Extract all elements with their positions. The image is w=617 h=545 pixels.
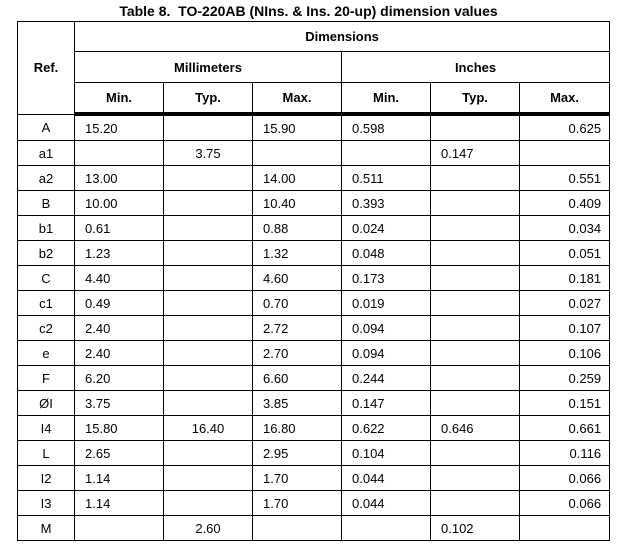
cell-in-max: 0.066 — [520, 466, 610, 491]
cell-in-min: 0.393 — [342, 191, 431, 216]
cell-in-max: 0.106 — [520, 341, 610, 366]
table-row — [18, 491, 610, 516]
table-row — [18, 466, 610, 491]
cell-mm-max: 0.70 — [253, 291, 342, 316]
cell-mm-max: 14.00 — [253, 166, 342, 191]
cell-mm-max: 4.60 — [253, 266, 342, 291]
cell-in-min: 0.104 — [342, 441, 431, 466]
cell-in-max: 0.116 — [520, 441, 610, 466]
cell-mm-min: 2.40 — [75, 341, 164, 366]
cell-mm-max — [253, 141, 342, 166]
cell-in-min: 0.622 — [342, 416, 431, 441]
ref-header: Ref. — [18, 22, 75, 115]
table-row — [18, 291, 610, 316]
cell-in-min: 0.094 — [342, 316, 431, 341]
cell-in-typ — [431, 491, 520, 516]
cell-mm-max: 2.70 — [253, 341, 342, 366]
cell-mm-typ — [164, 391, 253, 416]
cell-mm-typ — [164, 341, 253, 366]
cell-ref: C — [18, 266, 75, 291]
cell-in-max: 0.551 — [520, 166, 610, 191]
cell-in-max — [520, 516, 610, 541]
cell-in-min: 0.173 — [342, 266, 431, 291]
table-row — [18, 191, 610, 216]
cell-in-min: 0.147 — [342, 391, 431, 416]
cell-mm-min: 1.23 — [75, 241, 164, 266]
table-row — [18, 141, 610, 166]
cell-mm-max: 6.60 — [253, 366, 342, 391]
cell-in-min: 0.044 — [342, 491, 431, 516]
cell-mm-min: 0.49 — [75, 291, 164, 316]
cell-in-typ — [431, 166, 520, 191]
cell-mm-max: 15.90 — [253, 114, 342, 141]
cell-in-max: 0.066 — [520, 491, 610, 516]
cell-in-max — [520, 141, 610, 166]
cell-in-min: 0.044 — [342, 466, 431, 491]
table-row — [18, 516, 610, 541]
cell-in-typ — [431, 366, 520, 391]
table-row — [18, 216, 610, 241]
cell-mm-min: 4.40 — [75, 266, 164, 291]
cell-mm-typ — [164, 166, 253, 191]
dimension-table — [17, 21, 610, 541]
cell-mm-max: 1.70 — [253, 466, 342, 491]
table-row — [18, 441, 610, 466]
cell-mm-min: 2.40 — [75, 316, 164, 341]
cell-mm-max: 2.72 — [253, 316, 342, 341]
cell-mm-typ: 16.40 — [164, 416, 253, 441]
cell-ref: c2 — [18, 316, 75, 341]
cell-in-min: 0.094 — [342, 341, 431, 366]
cell-mm-typ — [164, 266, 253, 291]
cell-in-typ — [431, 316, 520, 341]
cell-in-typ — [431, 341, 520, 366]
cell-mm-typ — [164, 191, 253, 216]
cell-mm-min: 1.14 — [75, 491, 164, 516]
cell-in-min — [342, 141, 431, 166]
cell-ref: L — [18, 441, 75, 466]
cell-ref: A — [18, 114, 75, 141]
cell-mm-max: 3.85 — [253, 391, 342, 416]
cell-mm-typ — [164, 241, 253, 266]
cell-mm-typ — [164, 441, 253, 466]
cell-in-max: 0.027 — [520, 291, 610, 316]
cell-in-min: 0.244 — [342, 366, 431, 391]
table-row — [18, 341, 610, 366]
cell-in-typ — [431, 241, 520, 266]
cell-in-max: 0.051 — [520, 241, 610, 266]
cell-in-min: 0.024 — [342, 216, 431, 241]
cell-in-max: 0.181 — [520, 266, 610, 291]
cell-ref: M — [18, 516, 75, 541]
cell-ref: F — [18, 366, 75, 391]
cell-in-typ — [431, 266, 520, 291]
cell-mm-max: 0.88 — [253, 216, 342, 241]
in-typ-header: Typ. — [431, 83, 520, 115]
cell-ref: B — [18, 191, 75, 216]
cell-mm-typ: 2.60 — [164, 516, 253, 541]
table-row — [18, 391, 610, 416]
cell-ref: a2 — [18, 166, 75, 191]
cell-in-min: 0.598 — [342, 114, 431, 141]
cell-in-typ — [431, 191, 520, 216]
cell-in-max: 0.625 — [520, 114, 610, 141]
cell-mm-typ — [164, 114, 253, 141]
cell-in-typ — [431, 291, 520, 316]
cell-ref: b1 — [18, 216, 75, 241]
cell-mm-typ — [164, 291, 253, 316]
cell-mm-max: 1.70 — [253, 491, 342, 516]
table-row — [18, 241, 610, 266]
cell-mm-typ — [164, 216, 253, 241]
cell-ref: a1 — [18, 141, 75, 166]
table-row — [18, 416, 610, 441]
cell-mm-min: 10.00 — [75, 191, 164, 216]
cell-in-min: 0.048 — [342, 241, 431, 266]
cell-ref: I4 — [18, 416, 75, 441]
millimeters-header: Millimeters — [75, 52, 342, 83]
cell-in-min: 0.511 — [342, 166, 431, 191]
cell-in-max: 0.034 — [520, 216, 610, 241]
dimensions-header: Dimensions — [75, 22, 610, 52]
cell-mm-typ — [164, 466, 253, 491]
cell-in-max: 0.409 — [520, 191, 610, 216]
cell-mm-min: 13.00 — [75, 166, 164, 191]
cell-mm-typ — [164, 316, 253, 341]
cell-mm-max — [253, 516, 342, 541]
cell-mm-max: 2.95 — [253, 441, 342, 466]
cell-mm-min: 0.61 — [75, 216, 164, 241]
cell-in-typ — [431, 391, 520, 416]
table-row — [18, 316, 610, 341]
table-caption: Table 8. TO-220AB (NIns. & Ins. 20-up) dimension values — [119, 3, 498, 19]
table-row — [18, 166, 610, 191]
cell-in-min — [342, 516, 431, 541]
cell-mm-max: 1.32 — [253, 241, 342, 266]
cell-in-typ — [431, 441, 520, 466]
cell-ref: I3 — [18, 491, 75, 516]
in-max-header: Max. — [520, 83, 610, 115]
cell-in-typ: 0.102 — [431, 516, 520, 541]
cell-in-min: 0.019 — [342, 291, 431, 316]
cell-mm-max: 16.80 — [253, 416, 342, 441]
table-row — [18, 114, 610, 141]
cell-in-typ — [431, 216, 520, 241]
cell-in-typ: 0.147 — [431, 141, 520, 166]
cell-in-typ — [431, 114, 520, 141]
mm-max-header: Max. — [253, 83, 342, 115]
cell-ref: e — [18, 341, 75, 366]
cell-mm-min: 1.14 — [75, 466, 164, 491]
cell-mm-typ — [164, 366, 253, 391]
cell-mm-max: 10.40 — [253, 191, 342, 216]
cell-ref: I2 — [18, 466, 75, 491]
in-min-header: Min. — [342, 83, 431, 115]
cell-mm-min: 2.65 — [75, 441, 164, 466]
cell-in-max: 0.661 — [520, 416, 610, 441]
cell-in-max: 0.107 — [520, 316, 610, 341]
cell-mm-typ — [164, 491, 253, 516]
table-row — [18, 266, 610, 291]
cell-in-max: 0.259 — [520, 366, 610, 391]
cell-in-typ: 0.646 — [431, 416, 520, 441]
cell-mm-min — [75, 141, 164, 166]
cell-mm-min: 6.20 — [75, 366, 164, 391]
cell-mm-min: 3.75 — [75, 391, 164, 416]
cell-in-max: 0.151 — [520, 391, 610, 416]
inches-header: Inches — [342, 52, 610, 83]
cell-mm-min — [75, 516, 164, 541]
cell-ref: b2 — [18, 241, 75, 266]
table-row — [18, 366, 610, 391]
mm-min-header: Min. — [75, 83, 164, 115]
cell-mm-min: 15.20 — [75, 114, 164, 141]
cell-ref: ØI — [18, 391, 75, 416]
mm-typ-header: Typ. — [164, 83, 253, 115]
cell-mm-min: 15.80 — [75, 416, 164, 441]
cell-in-typ — [431, 466, 520, 491]
cell-ref: c1 — [18, 291, 75, 316]
cell-mm-typ: 3.75 — [164, 141, 253, 166]
